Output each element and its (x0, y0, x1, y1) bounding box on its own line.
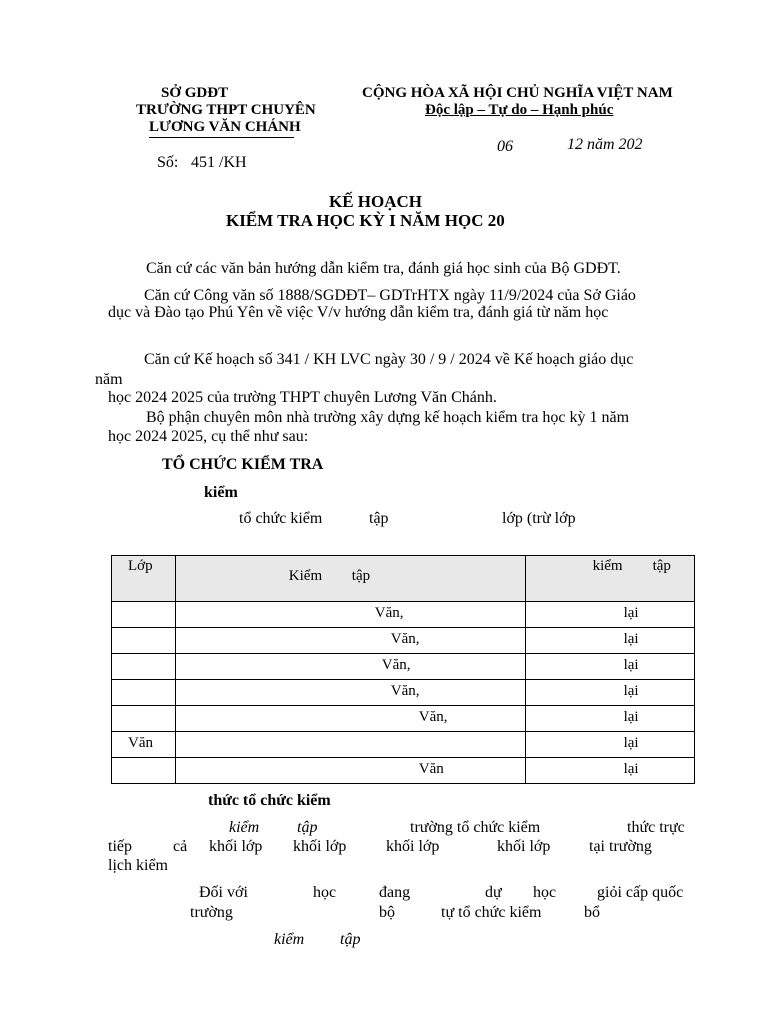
header-other-label-a: kiểm (592, 558, 623, 574)
org-underline (149, 137, 294, 138)
form-text: khối lớp (293, 838, 347, 855)
cell-text: Văn, (418, 709, 448, 725)
para-2-line2: dục và Đào tạo Phú Yên về việc V/v hướng dẫn kiểm tra, đánh giá từ năm học (108, 304, 609, 321)
document-number-label: Số: (157, 154, 179, 171)
cell-text: Văn (418, 761, 444, 777)
table-row (112, 654, 695, 680)
table-cell-other (525, 758, 694, 784)
table-row (112, 680, 695, 706)
form-text: trường (190, 904, 233, 921)
table-header-row (112, 556, 695, 602)
form-text: khối lớp (386, 838, 440, 855)
cell-text: Văn, (390, 683, 420, 699)
table-cell-class (112, 706, 176, 732)
table-cell-class (112, 758, 176, 784)
table-cell-class (112, 628, 176, 654)
table-cell-other (525, 706, 694, 732)
cell-text: Văn, (374, 605, 404, 621)
header-subject-label-a: Kiểm (288, 568, 323, 584)
subsection-label: kiểm (204, 484, 238, 501)
form-text: kiểm (274, 931, 305, 948)
cell-text: lại (623, 631, 639, 647)
org-name-line3: LƯƠNG VĂN CHÁNH (149, 119, 301, 135)
text-fragment-a1: tổ chức kiểm (239, 510, 323, 527)
form-text: tập (297, 819, 318, 836)
nation-motto: Độc lập – Tự do – Hạnh phúc (425, 102, 614, 118)
table-cell-class (112, 680, 176, 706)
table-cell-subject (175, 706, 525, 732)
text-fragment-a2: tập (369, 510, 389, 527)
form-text: đang (379, 884, 411, 901)
table-cell-other (525, 732, 694, 758)
form-text: tập (340, 931, 361, 948)
para-1: Căn cứ các văn bản hướng dẫn kiểm tra, đánh giá học sinh của Bộ GDĐT. (146, 260, 621, 277)
table-row (112, 628, 695, 654)
table-row (112, 758, 695, 784)
exam-table (111, 555, 695, 784)
form-text: giỏi cấp quốc (597, 884, 684, 901)
form-text: học (533, 884, 557, 901)
table-cell-other (525, 654, 694, 680)
table-cell-subject (175, 680, 525, 706)
form-text: dự (485, 884, 502, 901)
date-rest: 12 năm 202 (567, 136, 643, 153)
document-number: 451 /KH (191, 154, 247, 171)
form-text: lịch kiểm (108, 857, 168, 874)
cell-text: lại (623, 605, 639, 621)
form-text: tự tổ chức kiểm (441, 904, 542, 921)
form-text: học (313, 884, 337, 901)
form-text: khối lớp (209, 838, 263, 855)
table-cell-other (525, 602, 694, 628)
para-3-line2: năm (95, 371, 123, 388)
cell-text: lại (623, 735, 639, 751)
header-subject-label-b: tập (351, 568, 371, 584)
para-3-line1: Căn cứ Kế hoạch số 341 / KH LVC ngày 30 / 9 / 2024 về Kế hoạch giáo dục (144, 351, 634, 368)
cell-text: lại (623, 761, 639, 777)
text-fragment-a3: lớp (trừ lớp (502, 510, 576, 527)
table-row (112, 602, 695, 628)
table-row (112, 732, 695, 758)
table-cell-other (525, 680, 694, 706)
doc-title-line2: KIỂM TRA HỌC KỲ I NĂM HỌC 20 (226, 211, 505, 230)
table-row (112, 706, 695, 732)
para-3-line3: học 2024 2025 của trường THPT chuyên Lương Văn Chánh. (108, 389, 497, 406)
form-text: khối lớp (497, 838, 551, 855)
para-4-line2: học 2024 2025, cụ thể như sau: (108, 428, 309, 445)
form-text: kiểm (229, 819, 260, 836)
table-cell-subject (175, 758, 525, 784)
nation-title: CỘNG HÒA XÃ HỘI CHỦ NGHĨA VIỆT NAM (362, 85, 673, 101)
header-cell-other (525, 556, 694, 602)
form-text: Đối với (199, 884, 248, 901)
form-text: thức trực (627, 819, 685, 836)
table-cell-class (112, 602, 176, 628)
header-other-label-b: tập (652, 558, 671, 574)
doc-title-line1: KẾ HOẠCH (329, 192, 423, 211)
cell-text: lại (623, 709, 639, 725)
form-text: tại trường (589, 838, 652, 855)
cell-text: Văn, (381, 657, 411, 673)
cell-text: lại (623, 657, 639, 673)
form-section-title: thức tổ chức kiểm (208, 792, 331, 809)
table-cell-subject (175, 654, 525, 680)
org-name-line2: TRƯỜNG THPT CHUYÊN (136, 102, 316, 118)
cell-text: Văn (128, 735, 153, 751)
header-cell-subject (175, 556, 525, 602)
cell-text: Văn, (390, 631, 420, 647)
form-text: tiếp (108, 838, 132, 855)
para-4-line1: Bộ phận chuyên môn nhà trường xây dựng kế hoạch kiểm tra học kỳ 1 năm (146, 409, 630, 426)
table-cell-class (112, 654, 176, 680)
section-title: TỔ CHỨC KIỂM TRA (162, 456, 324, 473)
table-cell-subject (175, 628, 525, 654)
form-text: cả (173, 838, 188, 855)
org-name-line1: SỞ GDĐT (161, 85, 229, 101)
table-cell-subject (175, 732, 525, 758)
form-text: trường tổ chức kiểm (410, 819, 541, 836)
table-cell-other (525, 628, 694, 654)
form-text: bổ (584, 904, 600, 921)
para-2-line1: Căn cứ Công văn số 1888/SGDĐT– GDTrHTX ngày 11/9/2024 của Sở Giáo (144, 287, 636, 304)
header-cell-class (112, 556, 176, 602)
table-cell-class (112, 732, 176, 758)
cell-text: lại (623, 683, 639, 699)
table-cell-subject (175, 602, 525, 628)
form-text: bộ (379, 904, 395, 921)
header-class-label: Lớp (128, 558, 153, 574)
date-day: 06 (497, 138, 513, 155)
